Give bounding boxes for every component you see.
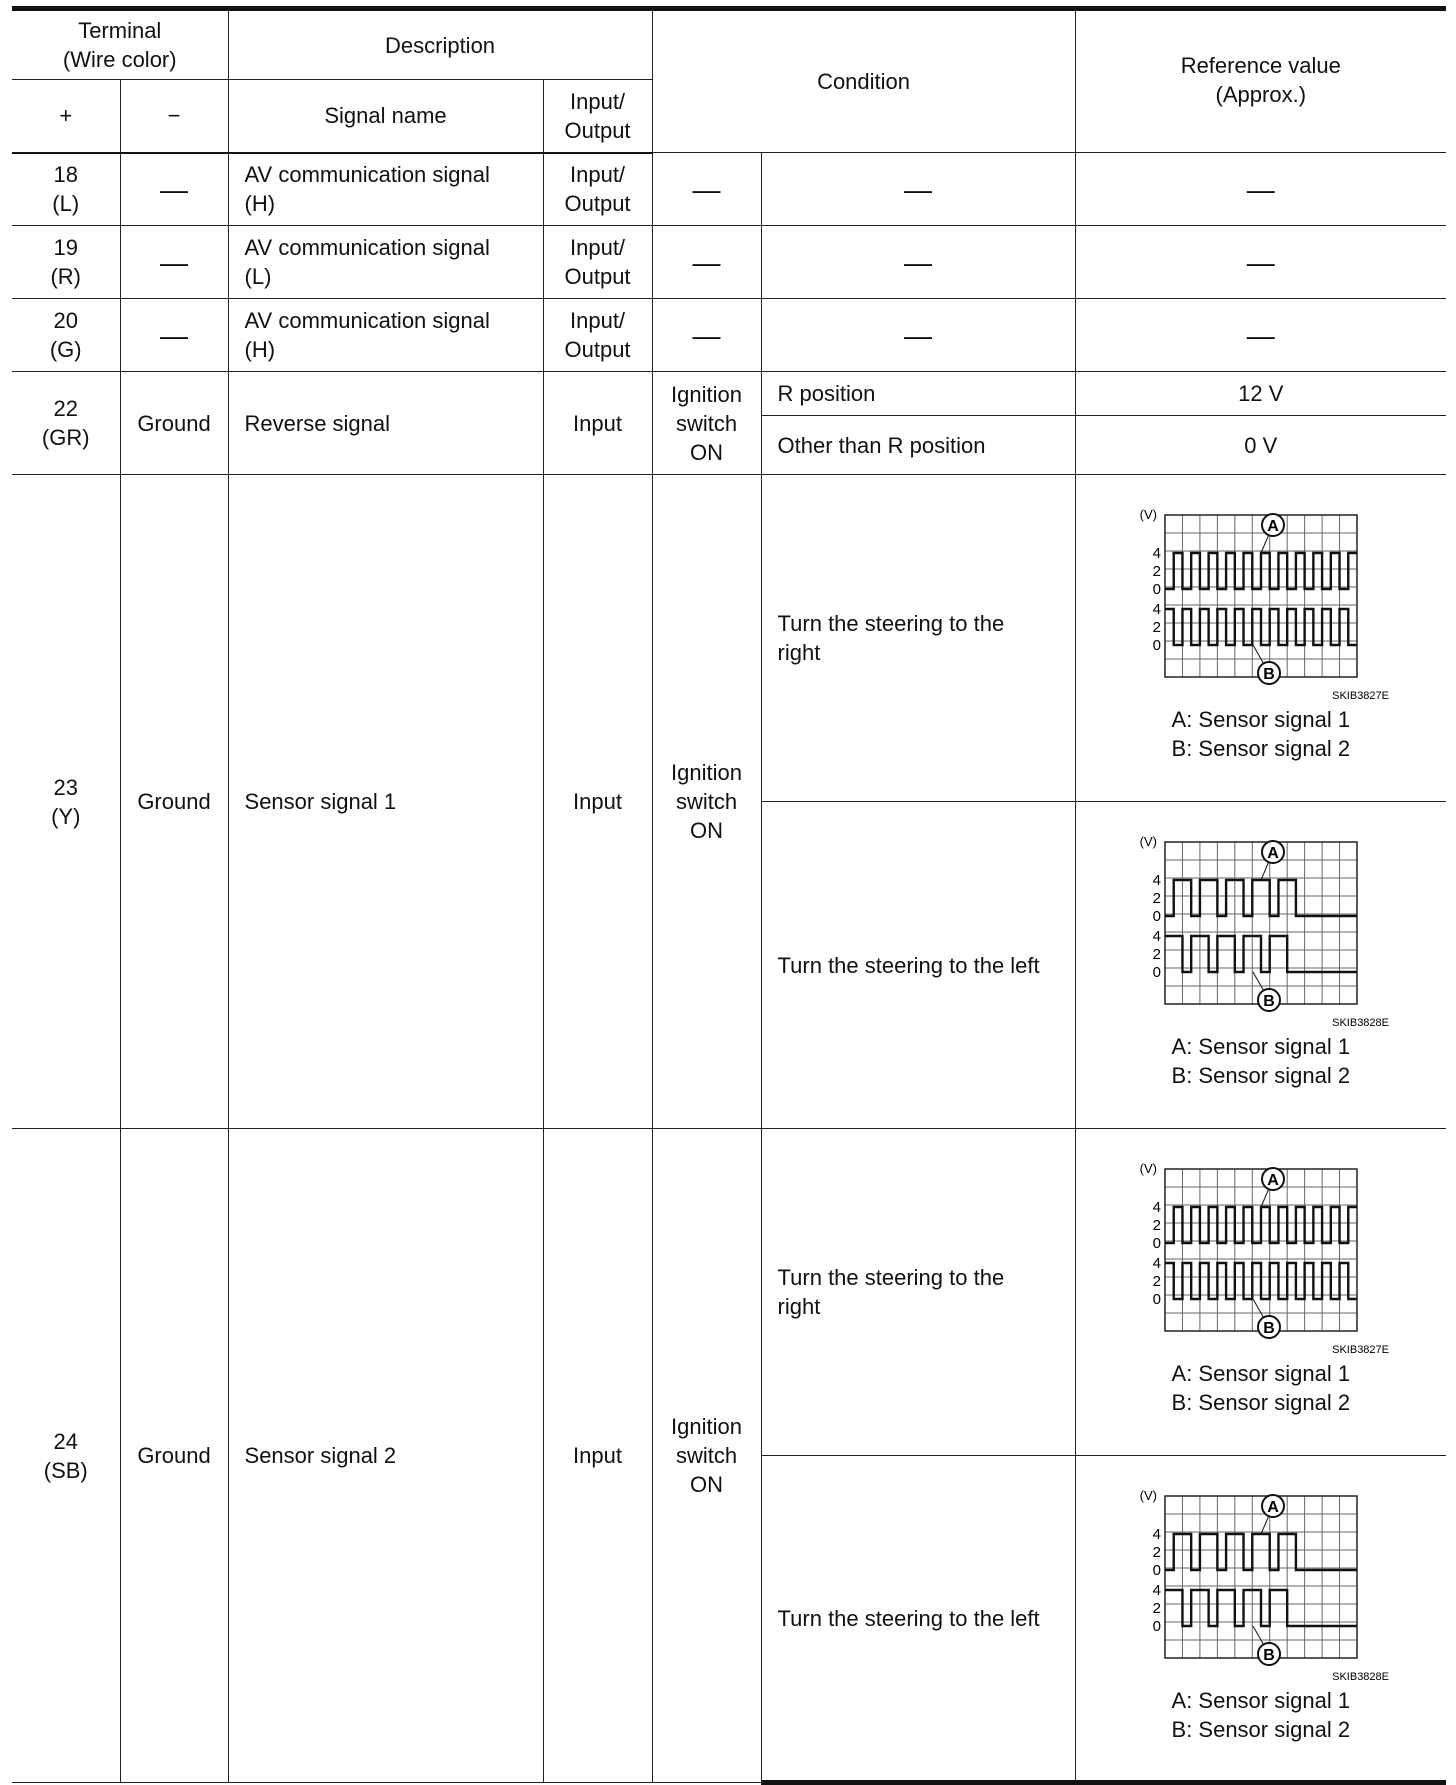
condition-detail: — <box>761 153 1075 226</box>
table-row-20 <box>12 299 1446 372</box>
signal-name: Reverse signal <box>228 372 543 475</box>
sensor-signal-1-trace <box>1165 1207 1357 1243</box>
header-description: Description <box>228 9 652 80</box>
ignition-switch-state: Ignition switch ON <box>652 475 761 1129</box>
input-output: Input/ Output <box>543 299 652 372</box>
condition-detail: Turn the steering to the left <box>761 1456 1075 1783</box>
tick-label: 0 <box>1152 964 1161 981</box>
reference-value <box>1075 1129 1446 1456</box>
ignition-switch-state: Ignition switch ON <box>652 372 761 475</box>
tick-label: 2 <box>1152 1544 1161 1561</box>
legend-sensor-signal-1: A: Sensor signal 1 <box>1171 707 1351 732</box>
tick-label: 4 <box>1152 872 1161 889</box>
tick-label: 2 <box>1152 563 1161 580</box>
terminal-spec-table <box>12 6 1446 1785</box>
figure-code: SKIB3828E <box>1331 1671 1389 1682</box>
signal-name: AV communication signal (H) <box>228 153 543 226</box>
terminal-minus: — <box>120 299 228 372</box>
signal-name: Sensor signal 2 <box>228 1129 543 1783</box>
oscilloscope-waveform <box>1131 1482 1391 1682</box>
input-output: Input <box>543 475 652 1129</box>
tick-label: 4 <box>1152 601 1161 618</box>
terminal-minus: Ground <box>120 475 228 1129</box>
scope-frame <box>1165 1169 1357 1331</box>
unit-label: (V) <box>1139 1161 1157 1176</box>
table-row-18 <box>12 153 1446 226</box>
legend-sensor-signal-1: A: Sensor signal 1 <box>1171 1034 1351 1059</box>
input-output: Input <box>543 1129 652 1783</box>
tick-label: 4 <box>1152 928 1161 945</box>
ignition-switch-state: — <box>652 226 761 299</box>
terminal-minus: Ground <box>120 372 228 475</box>
header-terminal: Terminal (Wire color) <box>12 9 228 80</box>
waveform-legend <box>1172 705 1351 763</box>
waveform-figure <box>1082 1482 1441 1744</box>
table-row-19 <box>12 226 1446 299</box>
figure-code: SKIB3827E <box>1331 690 1389 701</box>
header-signal-name: Signal name <box>228 80 543 153</box>
sensor-signal-1-trace <box>1165 553 1357 589</box>
callout-a-letter: A <box>1267 1499 1279 1516</box>
header-input-output: Input/ Output <box>543 80 652 153</box>
ignition-switch-state: — <box>652 299 761 372</box>
header-plus: + <box>12 80 120 153</box>
tick-label: 4 <box>1152 1199 1161 1216</box>
callout-a-letter: A <box>1267 518 1279 535</box>
figure-code: SKIB3828E <box>1331 1017 1389 1028</box>
legend-sensor-signal-2: B: Sensor signal 2 <box>1171 736 1351 761</box>
tick-label: 2 <box>1152 890 1161 907</box>
tick-label: 0 <box>1152 1618 1161 1635</box>
ignition-switch-state: Ignition switch ON <box>652 1129 761 1783</box>
sensor-signal-2-trace <box>1165 1263 1357 1299</box>
waveform-legend <box>1172 1359 1351 1417</box>
table-row-22 <box>12 372 1446 416</box>
terminal-plus: 22 (GR) <box>12 372 120 475</box>
tick-label: 4 <box>1152 1255 1161 1272</box>
reference-value: — <box>1075 299 1446 372</box>
table-row-24 <box>12 1129 1446 1456</box>
legend-sensor-signal-2: B: Sensor signal 2 <box>1171 1717 1351 1742</box>
scope-frame <box>1165 1496 1357 1658</box>
reference-value <box>1075 1456 1446 1783</box>
reference-value <box>1075 475 1446 802</box>
condition-detail: Turn the steering to the right <box>761 475 1075 802</box>
tick-label: 0 <box>1152 581 1161 598</box>
tick-label: 2 <box>1152 1600 1161 1617</box>
signal-name: Sensor signal 1 <box>228 475 543 1129</box>
signal-name: AV communication signal (H) <box>228 299 543 372</box>
tick-label: 2 <box>1152 946 1161 963</box>
terminal-minus: — <box>120 226 228 299</box>
legend-sensor-signal-2: B: Sensor signal 2 <box>1171 1063 1351 1088</box>
terminal-plus: 24 (SB) <box>12 1129 120 1783</box>
tick-label: 4 <box>1152 1526 1161 1543</box>
waveform-legend <box>1172 1032 1351 1090</box>
tick-label: 2 <box>1152 1217 1161 1234</box>
condition-detail: — <box>761 226 1075 299</box>
callout-a-letter: A <box>1267 845 1279 862</box>
scope-grid <box>1165 1169 1357 1331</box>
sensor-signal-2-trace <box>1165 1590 1357 1626</box>
scope-grid <box>1165 842 1357 1004</box>
input-output: Input <box>543 372 652 475</box>
reference-value: 12 V <box>1075 372 1446 416</box>
tick-label: 2 <box>1152 1273 1161 1290</box>
tick-label: 2 <box>1152 619 1161 636</box>
terminal-plus: 19 (R) <box>12 226 120 299</box>
scope-frame <box>1165 515 1357 677</box>
waveform-figure <box>1082 501 1441 763</box>
legend-sensor-signal-1: A: Sensor signal 1 <box>1171 1361 1351 1386</box>
reference-value: — <box>1075 153 1446 226</box>
tick-label: 0 <box>1152 1562 1161 1579</box>
terminal-plus: 23 (Y) <box>12 475 120 1129</box>
waveform-figure <box>1082 828 1441 1090</box>
reference-value <box>1075 802 1446 1129</box>
condition-detail: Turn the steering to the right <box>761 1129 1075 1456</box>
callout-b-letter: B <box>1263 993 1275 1010</box>
legend-sensor-signal-1: A: Sensor signal 1 <box>1171 1688 1351 1713</box>
unit-label: (V) <box>1139 507 1157 522</box>
terminal-plus: 20 (G) <box>12 299 120 372</box>
condition-detail: R position <box>761 372 1075 416</box>
tick-label: 0 <box>1152 1235 1161 1252</box>
oscilloscope-waveform <box>1131 1155 1391 1355</box>
terminal-minus: Ground <box>120 1129 228 1783</box>
scope-grid <box>1165 1496 1357 1658</box>
sensor-signal-1-trace <box>1165 1534 1357 1570</box>
condition-detail: Other than R position <box>761 416 1075 475</box>
ignition-switch-state: — <box>652 153 761 226</box>
callout-a-letter: A <box>1267 1172 1279 1189</box>
terminal-minus: — <box>120 153 228 226</box>
scope-grid <box>1165 515 1357 677</box>
oscilloscope-waveform <box>1131 501 1391 701</box>
reference-value: 0 V <box>1075 416 1446 475</box>
input-output: Input/ Output <box>543 153 652 226</box>
tick-label: 0 <box>1152 908 1161 925</box>
sensor-signal-2-trace <box>1165 609 1357 645</box>
header-condition: Condition <box>652 9 1075 153</box>
waveform-figure <box>1082 1155 1441 1417</box>
callout-b-letter: B <box>1263 666 1275 683</box>
tick-label: 0 <box>1152 1291 1161 1308</box>
input-output: Input/ Output <box>543 226 652 299</box>
figure-code: SKIB3827E <box>1331 1344 1389 1355</box>
signal-name: AV communication signal (L) <box>228 226 543 299</box>
tick-label: 4 <box>1152 1582 1161 1599</box>
tick-label: 4 <box>1152 545 1161 562</box>
terminal-plus: 18 (L) <box>12 153 120 226</box>
table-row-23 <box>12 475 1446 802</box>
condition-detail: Turn the steering to the left <box>761 802 1075 1129</box>
header-reference-value: Reference value (Approx.) <box>1075 9 1446 153</box>
waveform-legend <box>1172 1686 1351 1744</box>
tick-label: 0 <box>1152 637 1161 654</box>
oscilloscope-waveform <box>1131 828 1391 1028</box>
terminal-table-page <box>12 6 1446 1785</box>
callout-b-letter: B <box>1263 1320 1275 1337</box>
unit-label: (V) <box>1139 834 1157 849</box>
legend-sensor-signal-2: B: Sensor signal 2 <box>1171 1390 1351 1415</box>
callout-b-letter: B <box>1263 1647 1275 1664</box>
unit-label: (V) <box>1139 1488 1157 1503</box>
sensor-signal-1-trace <box>1165 880 1357 916</box>
header-minus: − <box>120 80 228 153</box>
condition-detail: — <box>761 299 1075 372</box>
sensor-signal-2-trace <box>1165 936 1357 972</box>
reference-value: — <box>1075 226 1446 299</box>
scope-frame <box>1165 842 1357 1004</box>
